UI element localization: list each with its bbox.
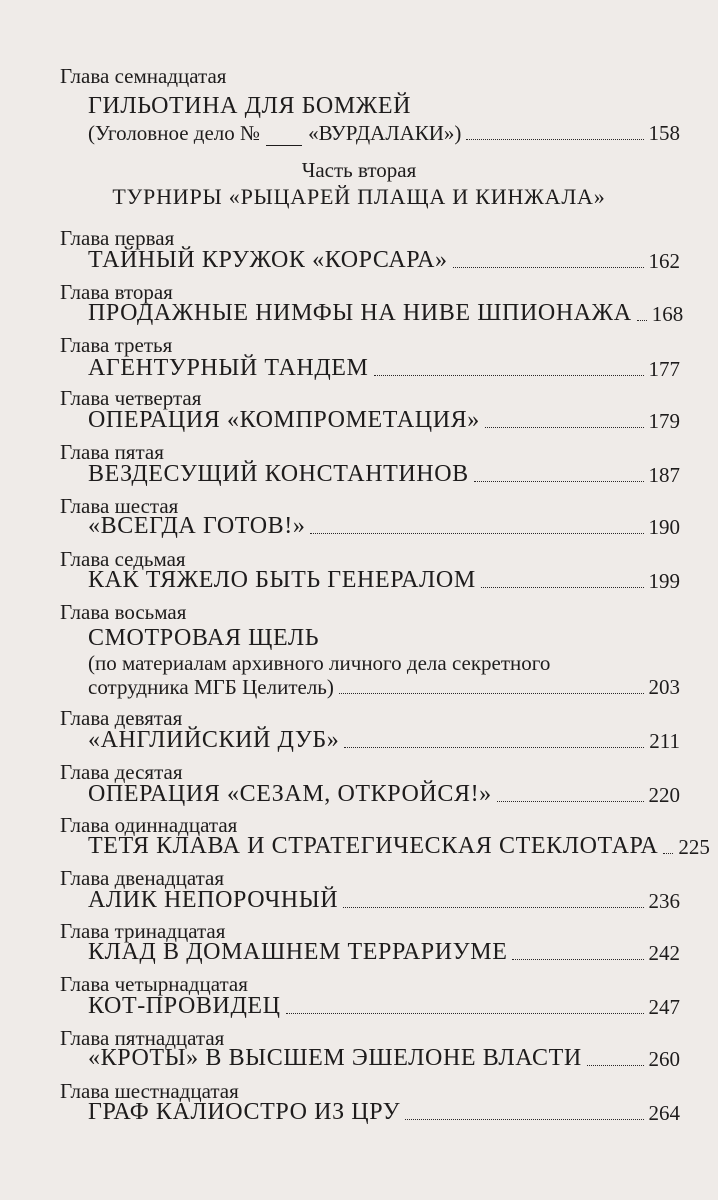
chapter-label: Глава шестая — [60, 494, 179, 518]
chapter-title: ОПЕРАЦИЯ «СЕЗАМ, ОТКРОЙСЯ!» — [88, 781, 492, 807]
toc-entry-line — [88, 244, 680, 274]
dot-leader — [663, 853, 673, 854]
page-number: 211 — [649, 729, 680, 753]
case-number-blank — [266, 145, 302, 146]
dot-leader — [286, 1013, 644, 1014]
page-number: 220 — [648, 783, 680, 807]
dot-leader — [343, 907, 643, 908]
toc-entry-line — [88, 936, 680, 966]
toc-entry-line — [88, 778, 680, 808]
dot-leader — [405, 1119, 643, 1120]
part-title: ТУРНИРЫ «РЫЦАРЕЙ ПЛАЩА И КИНЖАЛА» — [112, 184, 606, 209]
page-number: 203 — [648, 675, 680, 699]
dot-leader — [344, 747, 644, 748]
toc-entry-line — [88, 352, 680, 382]
chapter-title: ГИЛЬОТИНА ДЛЯ БОМЖЕЙ — [88, 93, 412, 119]
page-number: 236 — [648, 889, 680, 913]
dot-leader — [485, 427, 644, 428]
chapter-subtitle: (по материалам архивного личного дела секретного — [88, 651, 551, 675]
toc-entry-line — [88, 1096, 680, 1126]
chapter-title: ТАЙНЫЙ КРУЖОК «КОРСАРА» — [88, 247, 448, 273]
toc-entry-line — [88, 297, 684, 327]
chapter-label: Глава седьмая — [60, 547, 186, 571]
toc-entry-line — [88, 1042, 680, 1072]
dot-leader — [374, 375, 644, 376]
chapter-title: «АНГЛИЙСКИЙ ДУБ» — [88, 727, 340, 753]
chapter-label: Глава двенадцатая — [60, 866, 225, 890]
page-number: 190 — [648, 515, 680, 539]
page-number: 158 — [648, 121, 680, 145]
chapter-subtitle: сотрудника МГБ Целитель) — [88, 675, 334, 699]
page-number: 247 — [648, 995, 680, 1019]
dot-leader — [587, 1065, 644, 1066]
chapter-label: Глава четырнадцатая — [60, 972, 248, 996]
chapter-title: ТЕТЯ КЛАВА И СТРАТЕГИЧЕСКАЯ СТЕКЛОТАРА — [88, 833, 659, 859]
chapter-title: ОПЕРАЦИЯ «КОМПРОМЕТАЦИЯ» — [88, 407, 480, 433]
toc-entry-line — [88, 830, 710, 860]
chapter-label: Глава десятая — [60, 760, 183, 784]
toc-entry-line — [88, 510, 680, 540]
chapter-title: ВЕЗДЕСУЩИЙ КОНСТАНТИНОВ — [88, 461, 469, 487]
dot-leader — [310, 533, 643, 534]
chapter-label: Глава тринадцатая — [60, 919, 226, 943]
toc-entry-line — [88, 458, 680, 488]
page-number: 225 — [678, 835, 710, 859]
chapter-title: «КРОТЫ» В ВЫСШЕМ ЭШЕЛОНЕ ВЛАСТИ — [88, 1045, 582, 1071]
chapter-label: Глава четвертая — [60, 386, 202, 410]
chapter-title: ПРОДАЖНЫЕ НИМФЫ НА НИВЕ ШПИОНАЖА — [88, 300, 632, 326]
toc-entry-line — [88, 724, 680, 754]
page-number: 179 — [648, 409, 680, 433]
page-number: 168 — [651, 302, 684, 326]
dot-leader — [474, 481, 644, 482]
toc-entry-line — [88, 884, 680, 914]
chapter-title: АЛИК НЕПОРОЧНЫЙ — [88, 887, 339, 913]
page-number: 260 — [648, 1047, 680, 1071]
dot-leader — [497, 801, 644, 802]
toc-entry-line — [88, 116, 680, 146]
toc-entry-line — [88, 564, 680, 594]
dot-leader — [466, 139, 643, 140]
page-number: 199 — [648, 569, 680, 593]
chapter-label: Глава первая — [60, 226, 175, 250]
chapter-label: Глава одиннадцатая — [60, 813, 238, 837]
page-number: 242 — [648, 941, 680, 965]
case-name: «ВУРДАЛАКИ») — [308, 121, 462, 145]
chapter-title: АГЕНТУРНЫЙ ТАНДЕМ — [88, 355, 369, 381]
chapter-title: ГРАФ КАЛИОСТРО ИЗ ЦРУ — [88, 1099, 401, 1125]
dot-leader — [481, 587, 644, 588]
chapter-title: СМОТРОВАЯ ЩЕЛЬ — [88, 625, 320, 651]
page-number: 264 — [648, 1101, 680, 1125]
dot-leader — [453, 267, 644, 268]
dot-leader — [339, 693, 644, 694]
chapter-label: Глава вторая — [60, 280, 173, 304]
page-number: 187 — [648, 463, 680, 487]
toc-entry-line — [88, 404, 680, 434]
chapter-label: Глава девятая — [60, 706, 183, 730]
chapter-title: КЛАД В ДОМАШНЕМ ТЕРРАРИУМЕ — [88, 939, 508, 965]
dot-leader — [637, 320, 647, 321]
chapter-title: КОТ-ПРОВИДЕЦ — [88, 993, 281, 1019]
chapter-label: Глава семнадцатая — [60, 64, 227, 88]
chapter-label: Глава пятая — [60, 440, 164, 464]
chapter-label: Глава восьмая — [60, 600, 187, 624]
page-number: 162 — [648, 249, 680, 273]
chapter-title: КАК ТЯЖЕЛО БЫТЬ ГЕНЕРАЛОМ — [88, 567, 476, 593]
chapter-label: Глава третья — [60, 333, 173, 357]
dot-leader — [512, 959, 643, 960]
part-label: Часть вторая — [301, 158, 417, 182]
chapter-title: «ВСЕГДА ГОТОВ!» — [88, 513, 306, 539]
toc-entry-line — [88, 670, 680, 700]
case-number-prefix: (Уголовное дело № — [88, 121, 261, 145]
chapter-label: Глава шестнадцатая — [60, 1079, 239, 1103]
toc-entry-line — [88, 990, 680, 1020]
chapter-label: Глава пятнадцатая — [60, 1026, 225, 1050]
page-number: 177 — [648, 357, 680, 381]
